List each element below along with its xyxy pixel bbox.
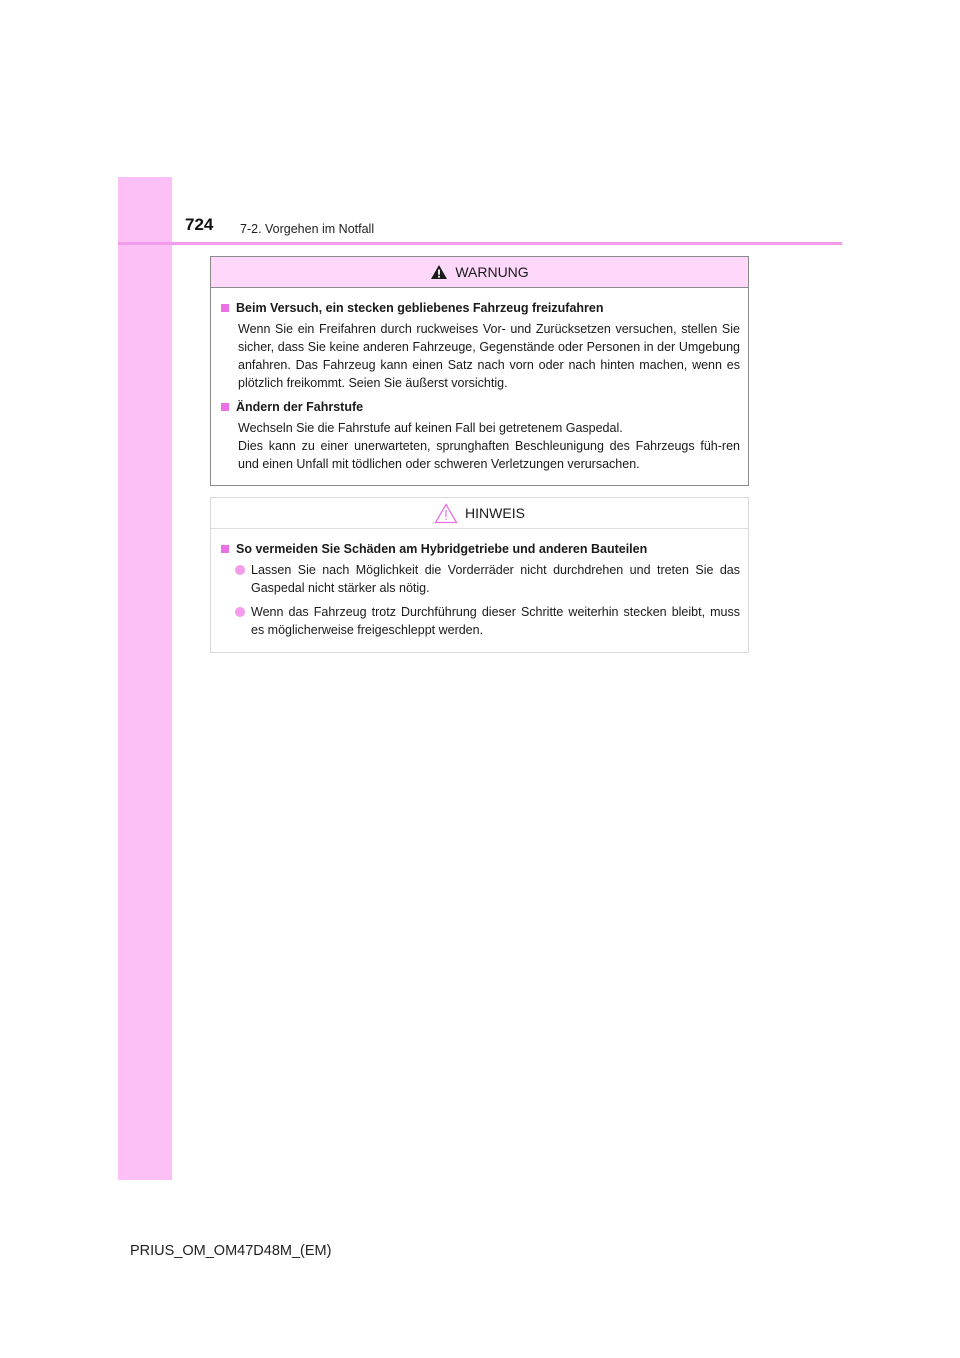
page-number: 724: [185, 215, 214, 234]
chapter-sidebar-tab: [118, 177, 172, 1180]
square-bullet-icon: [221, 545, 229, 553]
square-bullet-icon: [221, 403, 229, 411]
notice-bullet-item: Wenn das Fahrzeug trotz Durchführung dieser Schritte weiterhin stecken bleibt, muss es möglicherweise freigeschleppt werden.: [221, 603, 740, 639]
notice-body: [211, 529, 748, 639]
warning-item-text: Wechseln Sie die Fahrstufe auf keinen Fall bei getretenem Gaspedal.: [238, 421, 623, 435]
warning-header: [211, 257, 748, 288]
notice-bullet-item: Lassen Sie nach Möglichkeit die Vorderräder nicht durchdrehen und treten Sie das Gaspedal nicht stärker als nötig.: [221, 561, 740, 597]
warning-item-heading: Ändern der Fahrstufe: [221, 398, 740, 416]
circle-bullet-icon: [235, 607, 245, 617]
header-rule: [118, 242, 842, 245]
warning-item-text: Dies kann zu einer unerwarteten, sprunghaften Beschleunigung des Fahrzeugs füh-ren und einen Unfall mit tödlichen oder schweren Verletzungen verursachen.: [238, 439, 740, 471]
warning-item-heading: Beim Versuch, ein stecken gebliebenes Fahrzeug freizufahren: [221, 299, 740, 317]
caution-triangle-icon: [434, 503, 458, 524]
warning-body: [211, 288, 748, 473]
notice-header: [211, 498, 748, 529]
warning-box: [210, 256, 749, 486]
warning-title: WARNUNG: [455, 264, 529, 280]
document-code: PRIUS_OM_OM47D48M_(EM): [130, 1243, 332, 1259]
notice-box: [210, 497, 749, 653]
circle-bullet-icon: [235, 565, 245, 575]
notice-heading: So vermeiden Sie Schäden am Hybridgetriebe und anderen Bauteilen: [221, 540, 740, 558]
warning-triangle-icon: [430, 264, 448, 280]
notice-title: HINWEIS: [465, 505, 525, 521]
warning-item-text: Wenn Sie ein Freifahren durch ruckweises Vor- und Zurücksetzen versuchen, stellen Sie sicher, dass Sie keine anderen Fahrzeuge, Gegenstände oder Personen in der Umgebung anfahren. Das Fahrzeug kann einen Satz nach vorn oder nach hinten machen, wenn es plötzlich freikommt. Seien Sie äußerst vorsichtig.: [238, 322, 740, 390]
square-bullet-icon: [221, 304, 229, 312]
section-title: 7-2. Vorgehen im Notfall: [240, 222, 375, 236]
